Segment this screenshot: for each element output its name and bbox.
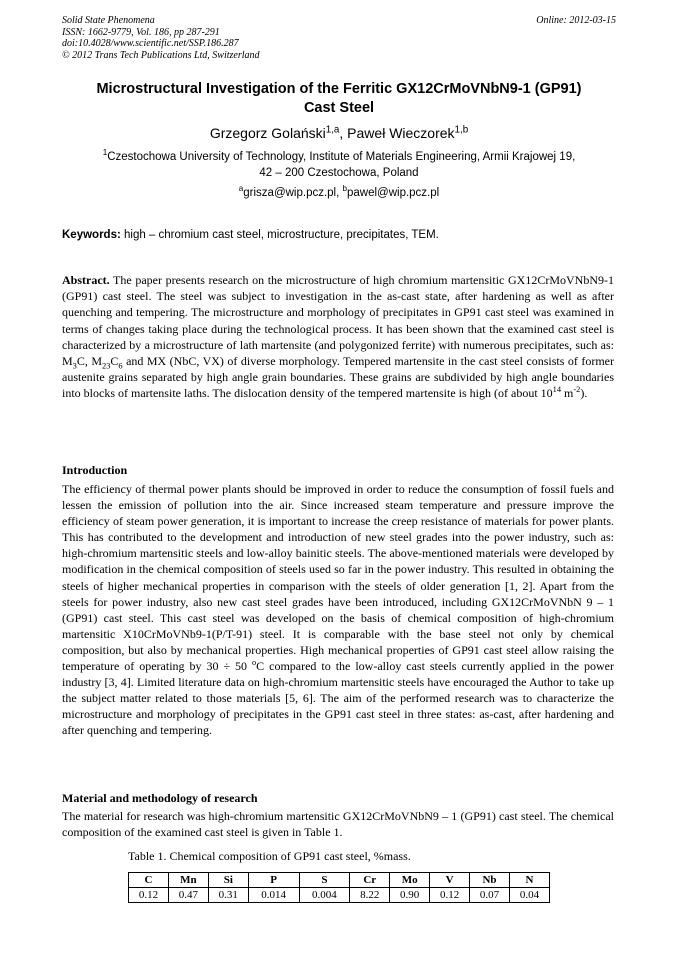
abstract-sup-2: -2: [573, 385, 581, 395]
table-header-cell: S: [299, 873, 350, 888]
table-caption: Table 1. Chemical composition of GP91 cast steel, %mass.: [128, 849, 411, 863]
journal-name: Solid State Phenomena: [62, 15, 155, 26]
table-cell: 0.04: [509, 888, 549, 903]
online-date: Online: 2012-03-15: [536, 15, 616, 26]
affiliation-line1: Czestochowa University of Technology, Institute of Materials Engineering, Armii Krajowej 19,: [107, 151, 576, 163]
table-header-cell: Si: [208, 873, 248, 888]
email-a-mark: a: [238, 184, 244, 194]
author-2: Paweł Wieczorek: [347, 125, 455, 141]
table-header-row: [129, 873, 550, 888]
author-emails: [62, 186, 616, 201]
table-cell: 0.31: [208, 888, 248, 903]
table-cell: 0.12: [430, 888, 470, 903]
table-cell: 0.47: [168, 888, 208, 903]
email-a: grisza@wip.pcz.pl,: [243, 187, 343, 199]
table-header-cell: P: [248, 873, 299, 888]
author-1-affil-mark: 1,a: [325, 124, 340, 136]
table-header-cell: Mo: [390, 873, 430, 888]
table-header-cell: N: [509, 873, 549, 888]
author-2-affil-mark: 1,b: [454, 124, 469, 136]
journal-doi: doi:10.4028/www.scientific.net/SSP.186.287: [62, 38, 239, 49]
degree-mark: o: [251, 658, 257, 668]
abstract-sub-3: 6: [118, 361, 123, 371]
abstract-text-3: C: [110, 354, 119, 369]
email-b-mark: b: [342, 184, 347, 194]
table-cell: 0.014: [248, 888, 299, 903]
abstract-text-6: ).: [580, 386, 588, 401]
table-header-cell: V: [430, 873, 470, 888]
introduction-text-2: C compared to the low-alloy cast steels currently applied in the power industry [3, 4]. Limited literature data on high-chromium martensitic steels have encouraged the Author to take up the subject matter related to those materials [5, 6]. The aim of the performed research was to characterize the microstructure and morphology of precipitates in the GP91 cast steel in three states: as-cast, after hardening and after quenching and tempering.: [62, 659, 615, 738]
materials-text: The material for research was high-chromium martensitic GX12CrMoVNbN9 – 1 (GP91) cast steel. The chemical composition of the examined cast steel is given in Table 1.: [62, 809, 614, 839]
abstract-text-1: The paper presents research on the microstructure of high chromium martensitic GX12CrMoVNbN9-1 (GP91) cast steel. The steel was subject to investigation in the as-cast state, after hardening as well as after quenching and tempering. The microstructure and morphology of precipitates in GP91 cast steel was examined in terms of changes taking place during the technological process. It has been shown that the examined cast steel is characterized by a microstructure of lath martensite (and polygonized ferrite) with numerous precipitates, such as: M: [62, 273, 614, 369]
materials-heading: Material and methodology of research: [62, 791, 258, 805]
table-cell: 0.004: [299, 888, 350, 903]
table-cell: 0.12: [129, 888, 169, 903]
abstract-text-5: m: [561, 386, 574, 401]
paper-title-line1: Microstructural Investigation of the Ferritic GX12CrMoVNbN9-1 (GP91): [96, 81, 582, 97]
abstract-sub-1: 3: [72, 361, 77, 371]
composition-table: [128, 872, 550, 903]
introduction-text: [62, 481, 614, 739]
table-header-cell: C: [129, 873, 169, 888]
paper-title: [62, 80, 616, 118]
email-b: pawel@wip.pcz.pl: [346, 187, 440, 199]
author-1: Grzegorz Golański: [209, 125, 326, 141]
table-cell: 8.22: [350, 888, 390, 903]
abstract-text-2: C, M: [76, 354, 103, 369]
table-cell: 0.90: [390, 888, 430, 903]
journal-issn: ISSN: 1662-9779, Vol. 186, pp 287-291: [62, 26, 220, 38]
paper-title-line2: Cast Steel: [303, 100, 375, 116]
affiliation: [62, 150, 616, 181]
introduction-heading: Introduction: [62, 463, 128, 477]
journal-header: [62, 15, 260, 61]
keywords: [62, 228, 616, 243]
abstract-sup-1: 14: [552, 385, 562, 395]
abstract-sub-2: 23: [102, 361, 111, 371]
table-row: [129, 888, 550, 903]
keywords-text: high – chromium cast steel, microstructure, precipitates, TEM.: [120, 229, 439, 241]
keywords-label: Keywords:: [62, 229, 121, 241]
journal-copyright: © 2012 Trans Tech Publications Ltd, Switzerland: [62, 49, 260, 61]
author-list: [62, 124, 616, 142]
introduction-text-1: The efficiency of thermal power plants should be improved in order to reduce the consumption of fossil fuels and lessen the emission of pollution into the air. Since increased steam temperature and pressure improve the efficiency of steam power generation, it is important to increase the creep resistance of materials for power plants. This has contributed to the development and introduction of new steel grades into the power industry, such as: high-chromium martensitic steels and low-alloy bainitic steels. The above-mentioned materials were developed by modification in the chemical composition of steels used so far in the power industry. This resulted in obtaining the steels of higher mechanical properties in comparison with the steels of older generation [1, 2]. Apart from the steels for power industry, also new cast steel grades have been introduced, including GX12CrMoVNbN 9 – 1 (GP91) cast steel. This cast steel was developed on the basis of chemical composition of high-chromium martensitic X10CrMoVNb9-1(P/T-91) steel. It is comparable with the base steel not only by chemical composition, but also by mechanical properties. High mechanical properties of GP91 cast steel allow raising the temperature of operating by 30 ÷ 50: [62, 482, 614, 674]
abstract-label: Abstract.: [62, 273, 110, 287]
table-header-cell: Nb: [470, 873, 510, 888]
table-cell: 0.07: [470, 888, 510, 903]
author-separator: ,: [339, 125, 348, 141]
table-header-cell: Cr: [350, 873, 390, 888]
table-header-cell: Mn: [168, 873, 208, 888]
abstract: [62, 272, 614, 402]
affiliation-line2: 42 – 200 Czestochowa, Poland: [259, 166, 419, 179]
affiliation-mark: 1: [102, 148, 108, 158]
abstract-text-4: and MX (NbC, VX) of diverse morphology. Tempered martensite in the cast steel consists of former austenite grains separated by high angle grain boundaries. These grains are subdivided by high angle boundaries into blocks of martensite laths. The dislocation density of the tempered martensite is high (of about 10: [62, 354, 614, 401]
